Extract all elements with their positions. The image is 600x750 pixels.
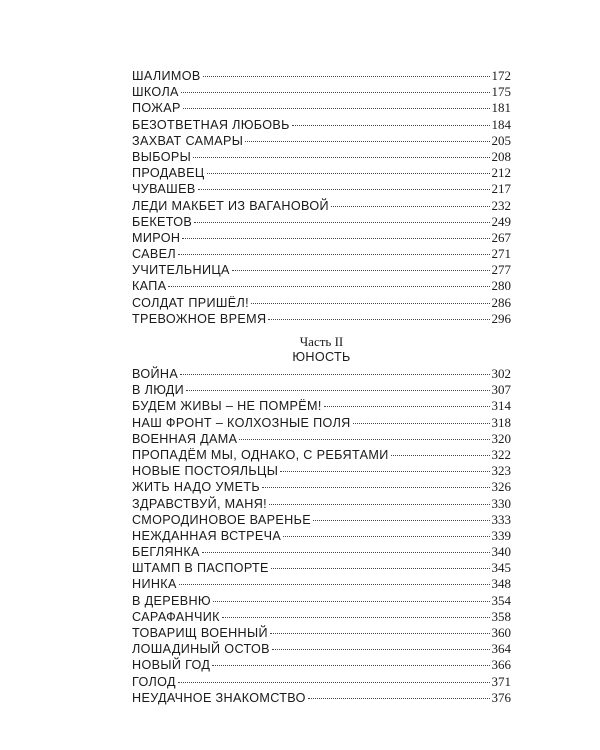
dot-leader (239, 439, 489, 440)
toc-entry-page-number: 318 (491, 414, 511, 430)
toc-entry-page-number: 333 (491, 511, 511, 527)
toc-list-part-2 (132, 366, 511, 706)
toc-entry-title: БЕЗОТВЕТНАЯ ЛЮБОВЬ (132, 117, 290, 132)
toc-entry-title: В ЛЮДИ (132, 383, 185, 398)
dot-leader (202, 552, 490, 553)
dot-leader (270, 633, 490, 634)
toc-entry-page-number: 172 (491, 68, 511, 83)
toc-entry (132, 560, 511, 576)
dot-leader (178, 254, 489, 255)
toc-entry-page-number: 354 (491, 592, 511, 608)
toc-entry-page-number: 302 (491, 366, 511, 381)
toc-entry (132, 84, 511, 100)
dot-leader (180, 374, 489, 375)
toc-entry-page-number: 366 (491, 657, 511, 673)
toc-entry (132, 149, 511, 165)
dot-leader (353, 423, 490, 424)
toc-entry-page-number: 371 (491, 673, 511, 689)
toc-entry-title: ЖИТЬ НАДО УМЕТЬ (132, 480, 260, 495)
toc-entry (132, 398, 511, 414)
dot-leader (168, 286, 489, 287)
toc-entry-page-number: 286 (491, 294, 511, 310)
toc-entry-title: ТРЕВОЖНОЕ ВРЕМЯ (132, 311, 267, 326)
dot-leader (182, 238, 489, 239)
toc-entry (132, 230, 511, 246)
toc-entry (132, 641, 511, 657)
toc-entry-page-number: 339 (491, 527, 511, 543)
toc-entry (132, 431, 511, 447)
toc-entry-title: ВОЕННАЯ ДАМА (132, 431, 238, 446)
toc-entry (132, 100, 511, 116)
toc-entry (132, 415, 511, 431)
toc-entry-title: ПРОПАДЁМ МЫ, ОДНАКО, С РЕБЯТАМИ (132, 447, 389, 462)
dot-leader (194, 222, 489, 223)
dot-leader (245, 141, 489, 142)
toc-entry-page-number: 330 (491, 495, 511, 511)
toc-entry-page-number: 307 (491, 382, 511, 398)
toc-entry-page-number: 364 (491, 641, 511, 657)
toc-entry (132, 593, 511, 609)
dot-leader (181, 92, 490, 93)
part-title: ЮНОСТЬ (292, 350, 351, 364)
toc-entry (132, 463, 511, 479)
toc-entry (132, 133, 511, 149)
toc-entry (132, 625, 511, 641)
toc-entry-page-number: 249 (491, 213, 511, 229)
toc-entry-page-number: 340 (491, 544, 511, 560)
dot-leader (269, 504, 489, 505)
toc-entry-title: НЕЖДАННАЯ ВСТРЕЧА (132, 528, 282, 543)
toc-entry-page-number: 358 (491, 608, 511, 624)
toc-entry (132, 366, 511, 382)
toc-entry (132, 181, 511, 197)
toc-entry (132, 479, 511, 495)
toc-entry (132, 117, 511, 133)
toc-entry-page-number: 271 (491, 246, 511, 262)
toc-entry-page-number: 267 (491, 229, 511, 245)
toc-entry-page-number: 360 (491, 625, 511, 640)
dot-leader (212, 665, 489, 666)
dot-leader (268, 319, 489, 320)
toc-entry-title: ЗДРАВСТВУЙ, МАНЯ! (132, 496, 268, 511)
toc-entry-page-number: 280 (491, 278, 511, 294)
toc-entry (132, 278, 511, 294)
toc-entry-title: ШАЛИМОВ (132, 69, 201, 83)
toc-entry-title: ШТАМП В ПАСПОРТЕ (132, 561, 269, 576)
toc-entry-page-number: 217 (491, 181, 511, 197)
toc-entry (132, 528, 511, 544)
toc-entry-title: УЧИТЕЛЬНИЦА (132, 263, 230, 278)
toc-entry (132, 295, 511, 311)
toc-entry (132, 382, 511, 398)
toc-entry-page-number: 348 (491, 576, 511, 592)
toc-entry-page-number: 320 (491, 430, 511, 446)
dot-leader (207, 173, 490, 174)
toc-entry-page-number: 277 (491, 262, 511, 278)
dot-leader (251, 303, 490, 304)
toc-entry (132, 165, 511, 181)
toc-entry-title: ЗАХВАТ САМАРЫ (132, 133, 244, 148)
toc-entry-page-number: 345 (491, 560, 511, 576)
toc-entry (132, 68, 511, 84)
toc-entry-title: НАШ ФРОНТ – КОЛХОЗНЫЕ ПОЛЯ (132, 415, 351, 430)
toc-entry-title: СОЛДАТ ПРИШЁЛ! (132, 295, 249, 310)
dot-leader (283, 536, 489, 537)
toc-entry-page-number: 326 (491, 479, 511, 495)
toc-entry-page-number: 376 (491, 689, 511, 705)
toc-entry-page-number: 181 (491, 100, 511, 116)
toc-entry-title: В ДЕРЕВНЮ (132, 593, 211, 608)
toc-entry (132, 198, 511, 214)
toc-entry-title: БУДЕМ ЖИВЫ – НЕ ПОМРЁМ! (132, 399, 322, 414)
toc-entry-title: НЕУДАЧНОЕ ЗНАКОМСТВО (132, 690, 306, 705)
dot-leader (308, 698, 490, 699)
toc-entry-title: ЛОШАДИНЫЙ ОСТОВ (132, 642, 270, 657)
toc-entry-title: ШКОЛА (132, 85, 179, 100)
toc-entry (132, 674, 511, 690)
toc-entry-page-number: 323 (491, 463, 511, 479)
dot-leader (178, 682, 490, 683)
toc-entry (132, 447, 511, 463)
toc-entry-title: САВЕЛ (132, 247, 177, 262)
dot-leader (331, 206, 490, 207)
toc-entry-title: НОВЫЕ ПОСТОЯЛЬЦЫ (132, 464, 279, 479)
toc-entry (132, 576, 511, 592)
dot-leader (179, 584, 490, 585)
dot-leader (213, 601, 490, 602)
toc-entry-page-number: 296 (491, 310, 511, 326)
dot-leader (313, 520, 490, 521)
toc-entry-title: ПРОДАВЕЦ (132, 166, 205, 181)
toc-list-part-1 (132, 68, 511, 327)
toc-entry-title: СМОРОДИНОВОЕ ВАРЕНЬЕ (132, 512, 311, 527)
toc-entry-page-number: 212 (491, 165, 511, 181)
toc-entry-page-number: 175 (491, 84, 511, 100)
toc-entry (132, 311, 511, 327)
dot-leader (232, 270, 490, 271)
toc-entry (132, 496, 511, 512)
dot-leader (193, 157, 489, 158)
toc-entry-title: КАПА (132, 279, 167, 294)
toc-entry-title: ЛЕДИ МАКБЕТ ИЗ ВАГАНОВОЙ (132, 198, 329, 213)
dot-leader (292, 125, 490, 126)
toc-entry (132, 512, 511, 528)
dot-leader (198, 189, 490, 190)
dot-leader (324, 406, 490, 407)
toc-entry-title: НОВЫЙ ГОД (132, 658, 211, 673)
toc-entry-title: САРАФАНЧИК (132, 609, 220, 624)
dot-leader (203, 76, 490, 77)
dot-leader (272, 649, 490, 650)
toc-entry-page-number: 184 (491, 116, 511, 132)
dot-leader (262, 487, 490, 488)
dot-leader (280, 471, 489, 472)
toc-entry (132, 544, 511, 560)
toc-entry-title: БЕКЕТОВ (132, 214, 193, 229)
toc-entry-page-number: 205 (491, 132, 511, 148)
toc-entry-page-number: 208 (491, 148, 511, 164)
part-label: Часть II (299, 334, 344, 349)
toc-entry (132, 246, 511, 262)
toc-entry-title: ЧУВАШЕВ (132, 182, 196, 197)
toc-entry-title: БЕГЛЯНКА (132, 545, 200, 560)
toc-entry-title: НИНКА (132, 577, 177, 592)
dot-leader (186, 390, 489, 391)
toc-entry (132, 657, 511, 673)
toc-entry (132, 262, 511, 278)
toc-entry-page-number: 322 (491, 446, 511, 462)
toc-entry-page-number: 232 (491, 197, 511, 213)
dot-leader (183, 108, 490, 109)
toc-entry-title: ПОЖАР (132, 101, 181, 116)
dot-leader (222, 617, 490, 618)
toc-entry-title: ВОЙНА (132, 367, 179, 381)
toc-entry-page-number: 314 (491, 398, 511, 414)
dot-leader (271, 568, 490, 569)
toc-entry (132, 609, 511, 625)
toc-entry-title: ГОЛОД (132, 674, 176, 689)
toc-entry-title: ВЫБОРЫ (132, 149, 192, 164)
toc-entry-title: ТОВАРИЩ ВОЕННЫЙ (132, 626, 268, 640)
toc-entry-title: МИРОН (132, 230, 181, 245)
dot-leader (391, 455, 490, 456)
toc-entry (132, 214, 511, 230)
toc-entry (132, 690, 511, 706)
